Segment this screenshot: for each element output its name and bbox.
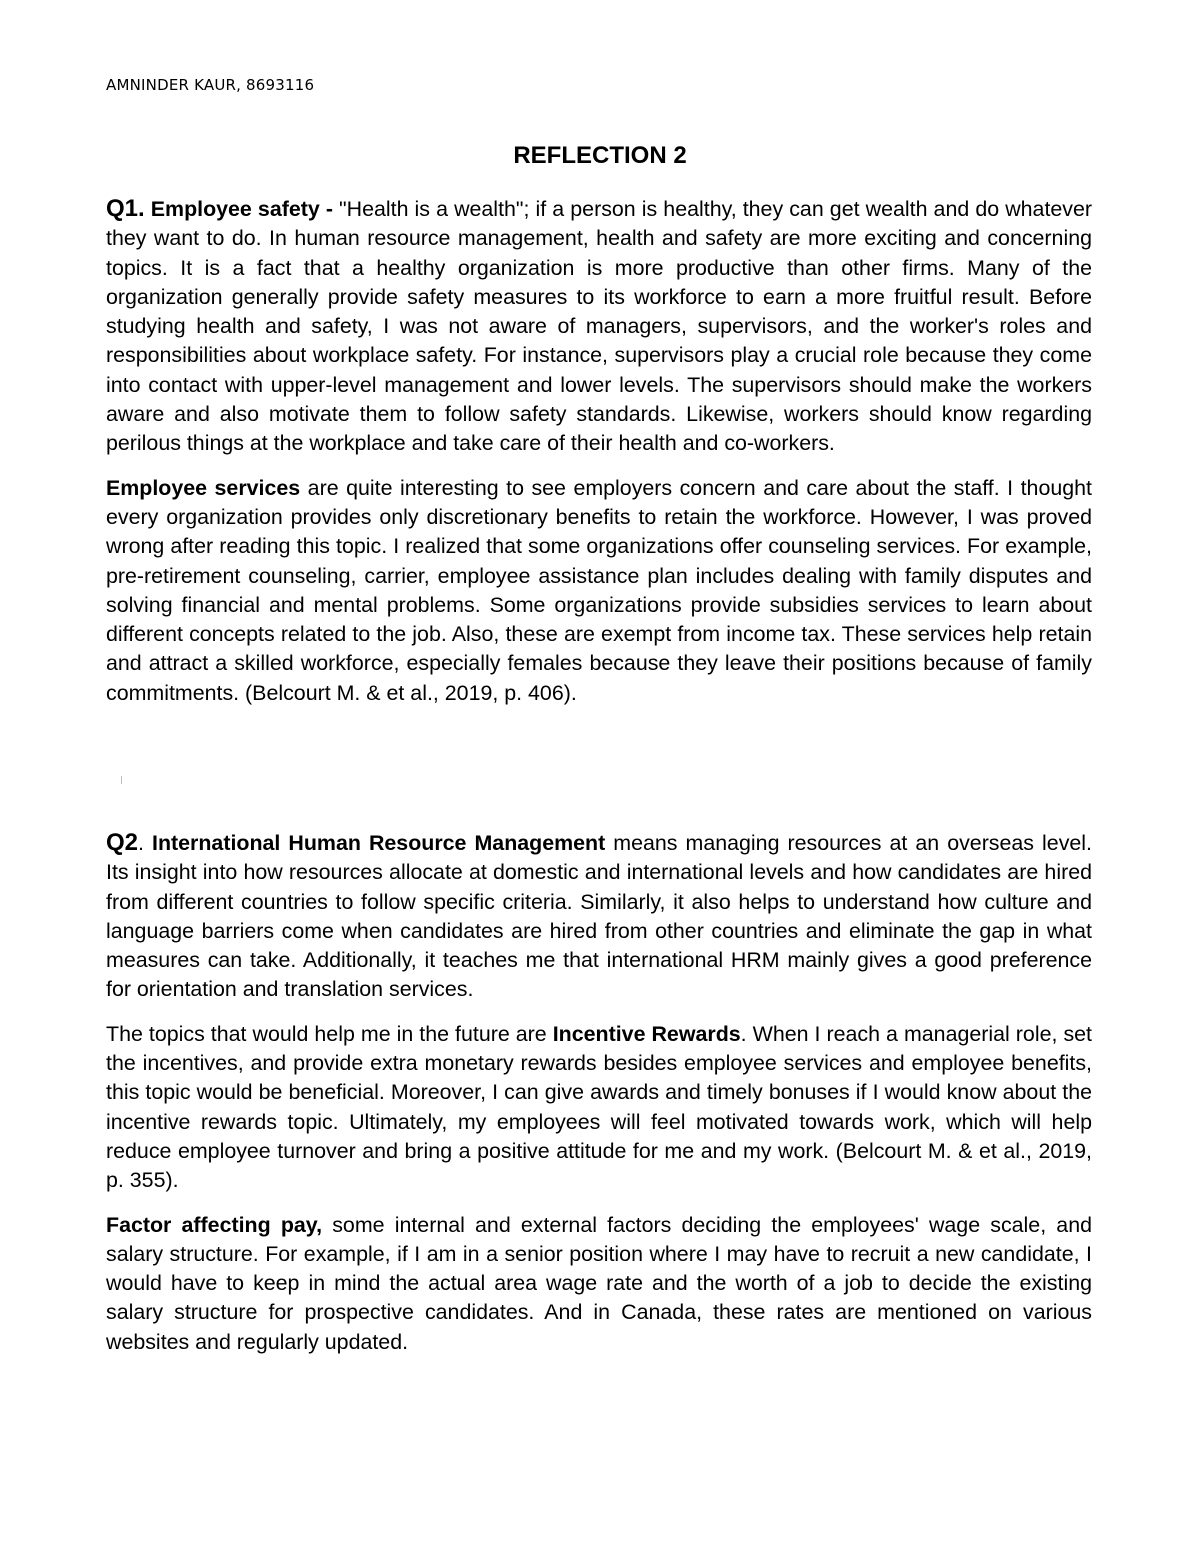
q1-label: Q1 [106, 195, 139, 222]
q1-safety-paragraph [106, 194, 1092, 459]
incentive-text-before: The topics that would help me in the future are [106, 1021, 553, 1046]
ihrm-term: International Human Resource Management [152, 831, 606, 855]
ihrm-text: means managing resources at an overseas level. Its insight into how resources allocate at domestic and international levels and how candidates are hired from different countries to follow specific criteria. Similarly, it also helps to understand how culture and language barriers come when candidates are hired from other countries and eliminate the gap in what measures can take. Additionally, it teaches me that international HRM mainly gives a good preference for orientation and translation services. [106, 831, 1092, 1002]
factor-affecting-pay-text: some internal and external factors deciding the employees' wage scale, and salary structure. For example, if I am in a senior position where I may have to recruit a new candidate, I would have to keep in mind the actual area wage rate and the worth of a job to decide the existing salary structure for prospective candidates. And in Canada, these rates are mentioned on various websites and regularly updated. [106, 1212, 1092, 1354]
q1-services-paragraph [106, 474, 1092, 708]
q2-label: Q2 [106, 829, 139, 856]
document-title: REFLECTION 2 [513, 142, 687, 169]
incentive-text-after: . When I reach a managerial role, set the incentives, and provide extra monetary rewards besides employee services and employee benefits, this topic would be beneficial. Moreover, I can give awards and timely bonuses if I would know about the incentive rewards topic. Ultimately, my employees will feel motivated towards work, which will help reduce employee turnover and bring a positive attitude for me and my work. (Belcourt M. & et al., 2019, p. 355). [106, 1021, 1092, 1193]
stray-mark [121, 776, 122, 784]
employee-safety-text: "Health is a wealth"; if a person is healthy, they can get wealth and do whatever they want to do. In human resource management, health and safety are more exciting and concerning topics. It is a fact that a healthy organization is more productive than other firms. Many of the organization generally provide safety measures to its workforce to earn a more fruitful result. Before studying health and safety, I was not aware of managers, supervisors, and the worker's roles and responsibilities about workplace safety. For instance, supervisors play a crucial role because they come into contact with upper-level management and lower levels. The supervisors should make the workers aware and also motivate them to follow safety standards. Likewise, workers should know regarding perilous things at the workplace and take care of their health and co-workers. [106, 197, 1092, 456]
author-header: AMNINDER KAUR, 8693116 [106, 76, 315, 94]
q2-pay-paragraph [106, 1211, 1092, 1357]
q2-ihrm-paragraph [106, 828, 1092, 1005]
q1-label-dot: . [138, 195, 145, 222]
employee-services-text: are quite interesting to see employers concern and care about the staff. I thought every organization provides only discretionary benefits to retain the workforce. However, I was proved wrong after reading this topic. I realized that some organizations offer counseling services. For example, pre-retirement counseling, carrier, employee assistance plan includes dealing with family disputes and solving financial and mental problems. Some organizations provide subsidies services to learn about different concepts related to the job. Also, these are exempt from income tax. These services help retain and attract a skilled workforce, especially females because they leave their positions because of family commitments. (Belcourt M. & et al., 2019, p. 406). [106, 475, 1092, 705]
q2-incentive-paragraph [106, 1020, 1092, 1196]
incentive-rewards-term: Incentive Rewards [552, 1021, 741, 1046]
factor-affecting-pay-term: Factor affecting pay, [106, 1212, 323, 1237]
q2-label-dot: . [138, 831, 144, 855]
question-1-section [106, 194, 1092, 723]
employee-services-term: Employee services [106, 475, 301, 500]
question-2-section [106, 828, 1092, 1372]
employee-safety-term: Employee safety - [150, 197, 340, 221]
